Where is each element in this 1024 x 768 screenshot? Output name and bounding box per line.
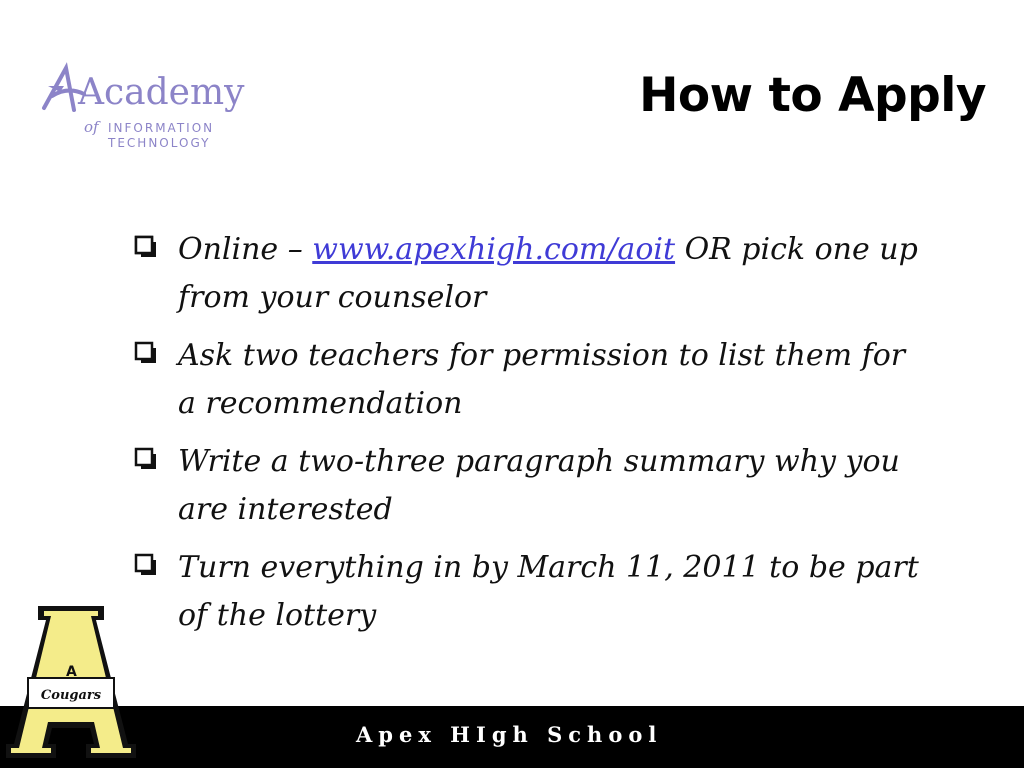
checkbox-bullet-icon <box>134 235 158 261</box>
logo-word: Academy <box>78 72 245 113</box>
checkbox-bullet-icon <box>134 341 158 367</box>
logo-line1: INFORMATION <box>108 121 215 135</box>
bullet-item-4 <box>132 544 922 640</box>
apex-cougars-logo <box>2 602 140 762</box>
logo-line2: TECHNOLOGY <box>108 136 211 150</box>
bullet-item-1 <box>132 226 922 322</box>
footer-school-name: Apex HIgh School <box>356 722 663 747</box>
checkbox-bullet-icon <box>134 553 158 579</box>
logo-mascot: Cougars <box>40 688 102 703</box>
academy-logo-graphic <box>40 56 250 156</box>
logo-of: of <box>84 118 99 136</box>
logo-letter: A <box>66 664 77 680</box>
academy-logo <box>40 56 250 156</box>
apply-link[interactable]: www.apexhigh.com/aoit <box>312 232 676 267</box>
bullet-1-prefix: Online – <box>178 232 313 267</box>
slide-title: How to Apply <box>639 68 986 123</box>
checkbox-bullet-icon <box>134 447 158 473</box>
bullet-1-suffix: OR pick one up from your counselor <box>178 232 918 315</box>
bullet-4-text: Turn everything in by March 11, 2011 to be part of the lottery <box>178 550 919 633</box>
apex-a-logo-graphic <box>2 602 140 762</box>
bullet-3-text: Write a two-three paragraph summary why you are interested <box>178 444 900 527</box>
bullet-2-text: Ask two teachers for permission to list them for a recommendation <box>178 338 906 421</box>
bullet-item-3 <box>132 438 922 534</box>
bullet-list <box>132 226 922 650</box>
bullet-item-2 <box>132 332 922 428</box>
